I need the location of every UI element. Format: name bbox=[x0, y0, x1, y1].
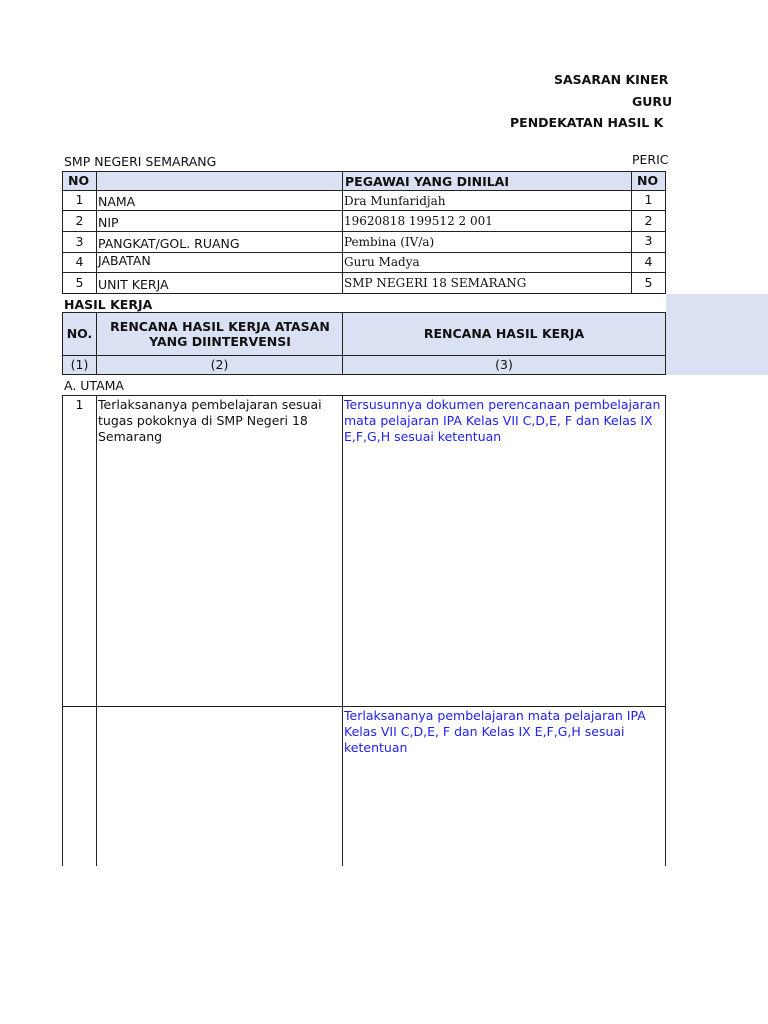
identity-row-no: 2 bbox=[75, 213, 84, 228]
col-atasan-header: RENCANA HASIL KERJA ATASAN YANG DIINTERVENSI bbox=[110, 319, 330, 349]
col-rencana-header: RENCANA HASIL KERJA bbox=[423, 326, 585, 341]
col-number-1: (1) bbox=[70, 357, 89, 372]
period-label: PERIC bbox=[632, 152, 669, 167]
identity-row-no-right: 5 bbox=[644, 275, 653, 290]
identity-header-fill bbox=[63, 171, 343, 190]
hasil-kerja-label: HASIL KERJA bbox=[64, 297, 153, 312]
identity-row-no-right: 1 bbox=[644, 192, 653, 207]
identity-row-label: JABATAN bbox=[98, 253, 151, 268]
identity-row-no-right: 2 bbox=[644, 213, 653, 228]
identity-row-no: 1 bbox=[75, 192, 84, 207]
col-no-header: NO. bbox=[66, 326, 93, 341]
identity-header-no-right: NO bbox=[637, 173, 659, 188]
identity-row-label: NAMA bbox=[98, 194, 136, 209]
identity-row-label: NIP bbox=[98, 215, 119, 230]
identity-row-value: Dra Munfaridjah bbox=[344, 194, 446, 208]
identity-header-pegawai: PEGAWAI YANG DINILAI bbox=[345, 174, 510, 189]
school-name: SMP NEGERI SEMARANG bbox=[64, 154, 217, 169]
identity-header-no: NO bbox=[68, 173, 90, 188]
title-line-3: PENDEKATAN HASIL K bbox=[510, 115, 664, 130]
identity-row-no-right: 3 bbox=[644, 233, 653, 248]
table-row-no: 1 bbox=[75, 397, 84, 412]
table-row-rencana: Tersusunnya dokumen perencanaan pembelajaran mata pelajaran IPA Kelas VII C,D,E, F dan Kelas IX E,F,G,H sesuai ketentuan bbox=[344, 397, 661, 444]
identity-row-no: 3 bbox=[75, 234, 84, 249]
col-number-2: (2) bbox=[210, 357, 229, 372]
identity-row-label: PANGKAT/GOL. RUANG bbox=[98, 236, 240, 251]
side-band bbox=[666, 294, 768, 375]
group-utama-label: A. UTAMA bbox=[64, 378, 124, 393]
col-number-3: (3) bbox=[495, 357, 513, 372]
table-row-atasan: Terlaksananya pembelajaran sesuai tugas pokoknya di SMP Negeri 18 Semarang bbox=[98, 397, 322, 444]
table-row-rencana: Terlaksananya pembelajaran mata pelajaran IPA Kelas VII C,D,E, F dan Kelas IX E,F,G,H sesuai ketentuan bbox=[344, 708, 646, 755]
identity-row-value: 19620818 199512 2 001 bbox=[344, 214, 493, 228]
identity-row-value: SMP NEGERI 18 SEMARANG bbox=[344, 276, 527, 290]
title-line-2: GURU bbox=[632, 94, 673, 109]
identity-row-label: UNIT KERJA bbox=[98, 277, 169, 292]
identity-row-value: Pembina (IV/a) bbox=[344, 235, 435, 249]
title-line-1: SASARAN KINER bbox=[554, 72, 669, 87]
identity-row-no: 5 bbox=[75, 275, 84, 290]
identity-row-value: Guru Madya bbox=[344, 255, 420, 269]
identity-row-no-right: 4 bbox=[644, 254, 653, 269]
identity-row-no: 4 bbox=[75, 254, 84, 269]
